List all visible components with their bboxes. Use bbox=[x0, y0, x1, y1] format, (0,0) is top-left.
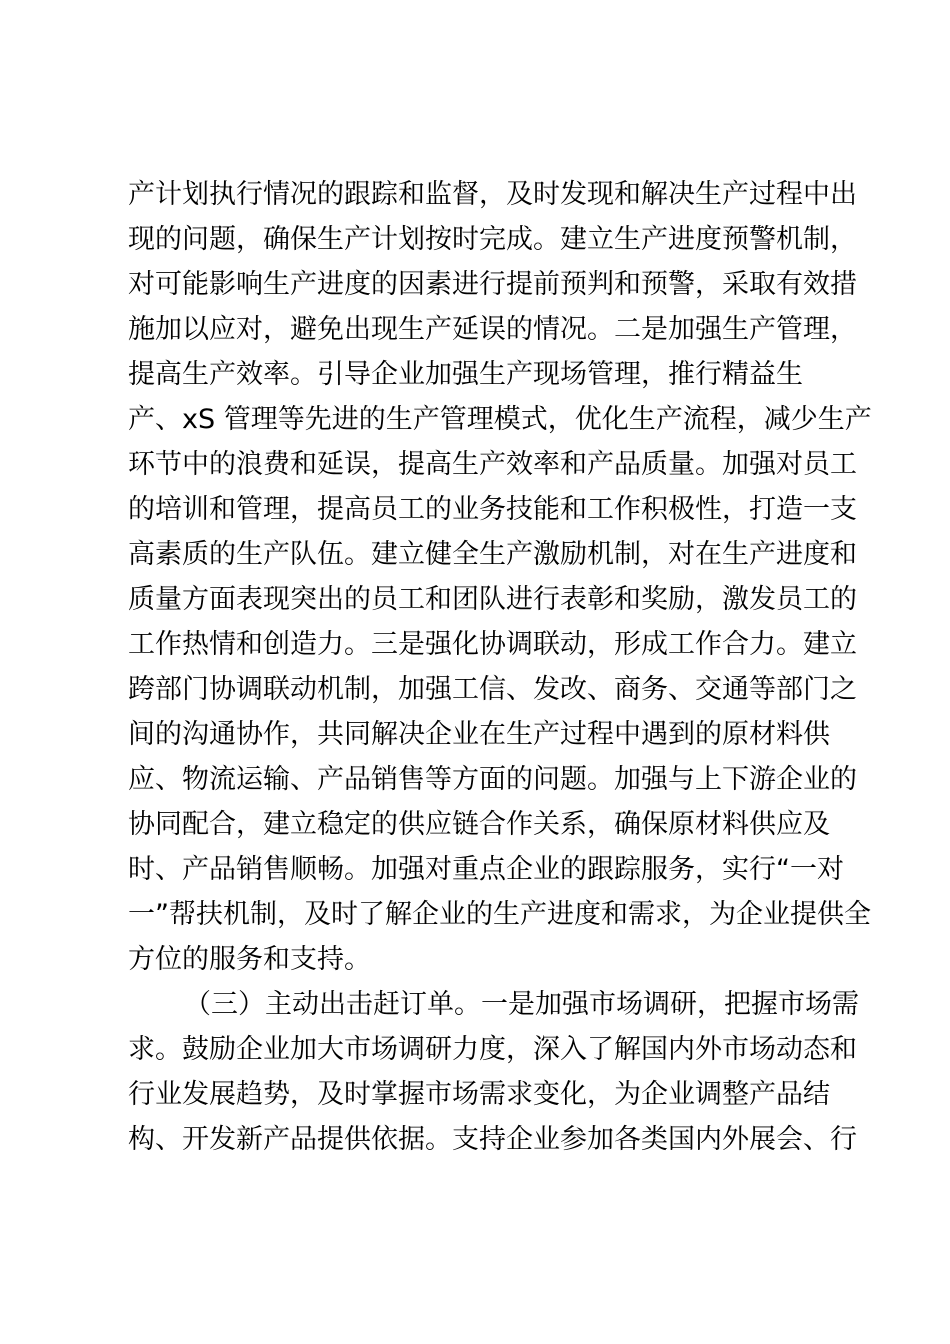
text-line: 工作热情和创造力。三是强化协调联动，形成工作合力。建立 bbox=[128, 629, 857, 660]
text-line: 行业发展趋势，及时掌握市场需求变化，为企业调整产品结 bbox=[128, 1079, 830, 1110]
text-line: 方位的服务和支持。 bbox=[128, 944, 371, 975]
text-line: 一”帮扶机制，及时了解企业的生产进度和需求，为企业提供全 bbox=[128, 899, 871, 930]
text-line: 跨部门协调联动机制，加强工信、发改、商务、交通等部门之 bbox=[128, 674, 857, 705]
text-line: 应、物流运输、产品销售等方面的问题。加强与上下游企业的 bbox=[128, 764, 857, 795]
text-line: 产、xS 管理等先进的生产管理模式，优化生产流程，减少生产 bbox=[128, 404, 872, 435]
text-line: 环节中的浪费和延误，提高生产效率和产品质量。加强对员工 bbox=[128, 449, 857, 480]
text-line: 构、开发新产品提供依据。支持企业参加各类国内外展会、行 bbox=[128, 1124, 857, 1155]
text-line: 高素质的生产队伍。建立健全生产激励机制，对在生产进度和 bbox=[128, 539, 857, 570]
text-line: 现的问题，确保生产计划按时完成。建立生产进度预警机制， bbox=[128, 224, 857, 255]
text-line: 提高生产效率。引导企业加强生产现场管理，推行精益生 bbox=[128, 359, 803, 390]
section-heading-line: （三）主动出击赶订单。一是加强市场调研，把握市场需 bbox=[184, 989, 859, 1020]
text-line: 质量方面表现突出的员工和团队进行表彰和奖励，激发员工的 bbox=[128, 584, 857, 615]
text-line: 协同配合，建立稳定的供应链合作关系，确保原材料供应及 bbox=[128, 809, 830, 840]
text-line: 时、产品销售顺畅。加强对重点企业的跟踪服务，实行“一对 bbox=[128, 854, 844, 885]
text-line: 间的沟通协作，共同解决企业在生产过程中遇到的原材料供 bbox=[128, 719, 830, 750]
text-line: 对可能影响生产进度的因素进行提前预判和预警，采取有效措 bbox=[128, 269, 857, 300]
text-line: 求。鼓励企业加大市场调研力度，深入了解国内外市场动态和 bbox=[128, 1034, 857, 1065]
body-text bbox=[128, 172, 872, 1162]
text-line: 施加以应对，避免出现生产延误的情况。二是加强生产管理， bbox=[128, 314, 857, 345]
text-line: 产计划执行情况的跟踪和监督，及时发现和解决生产过程中出 bbox=[128, 179, 857, 210]
text-line: 的培训和管理，提高员工的业务技能和工作积极性，打造一支 bbox=[128, 494, 857, 525]
